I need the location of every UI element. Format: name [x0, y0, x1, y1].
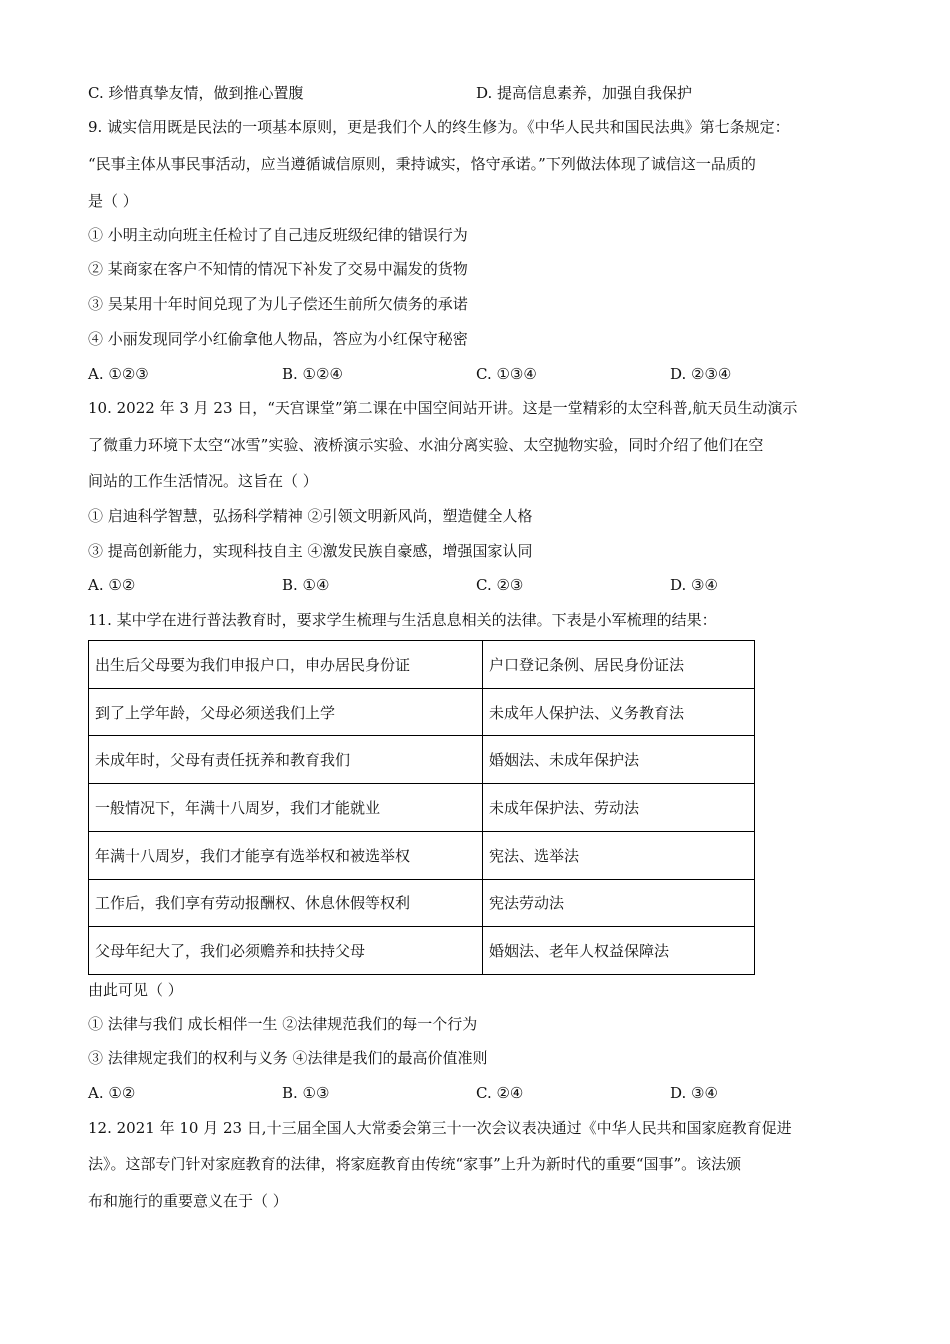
q11-option-a: A. ①②: [88, 1084, 136, 1102]
q10-item-2: ③ 提高创新能力，实现科技自主 ④激发民族自豪感，增强国家认同: [88, 542, 533, 560]
law-table: [88, 640, 755, 975]
table-cell-situation: 出生后父母要为我们申报户口，申办居民身份证: [89, 641, 483, 689]
table-row: [89, 831, 755, 879]
q11-option-d: D. ③④: [670, 1084, 718, 1102]
q9-option-d: D. ②③④: [670, 365, 732, 383]
q9-stem-line-1: 9. 诚实信用既是民法的一项基本原则，更是我们个人的终生修为。《中华人民共和国民法典》第七条规定：: [88, 118, 790, 136]
table-cell-law: 宪法、选举法: [483, 831, 755, 879]
table-cell-situation: 未成年时，父母有责任抚养和教育我们: [89, 736, 483, 784]
q12-stem-line-2: 法》。这部专门针对家庭教育的法律，将家庭教育由传统“家事”上升为新时代的重要“国事”。该法颁: [88, 1155, 742, 1173]
q10-option-b: B. ①④: [282, 576, 330, 594]
q9-item-4: ④ 小丽发现同学小红偷拿他人物品，答应为小红保守秘密: [88, 330, 468, 348]
q11-stem: 11. 某中学在进行普法教育时，要求学生梳理与生活息息相关的法律。下表是小军梳理的结果：: [88, 611, 717, 629]
q9-item-3: ③ 吴某用十年时间兑现了为儿子偿还生前所欠债务的承诺: [88, 295, 468, 313]
q10-stem-line-2: 了微重力环境下太空“冰雪”实验、液桥演示实验、水油分离实验、太空抛物实验，同时介绍了他们在空: [88, 436, 764, 454]
q10-stem-line-1: 10. 2022 年 3 月 23 日，“天宫课堂”第二课在中国空间站开讲。这是一堂精彩的太空科普,航天员生动演示: [88, 399, 798, 417]
table-row: [89, 736, 755, 784]
table-cell-law: 婚姻法、未成年保护法: [483, 736, 755, 784]
table-row: [89, 879, 755, 927]
table-cell-situation: 工作后，我们享有劳动报酬权、休息休假等权利: [89, 879, 483, 927]
option-c: C. 珍惜真挚友情，做到推心置腹: [88, 84, 304, 102]
table-cell-situation: 年满十八周岁，我们才能享有选举权和被选举权: [89, 831, 483, 879]
q12-stem-line-1: 12. 2021 年 10 月 23 日,十三届全国人大常委会第三十一次会议表决通过《中华人民共和国家庭教育促进: [88, 1119, 792, 1137]
q11-item-1: ① 法律与我们 成长相伴一生 ②法律规范我们的每一个行为: [88, 1015, 478, 1033]
table-cell-law: 婚姻法、老年人权益保障法: [483, 927, 755, 975]
q11-item-2: ③ 法律规定我们的权利与义务 ④法律是我们的最高价值准则: [88, 1049, 488, 1067]
q9-option-c: C. ①③④: [476, 365, 537, 383]
q10-option-d: D. ③④: [670, 576, 718, 594]
option-d: D. 提高信息素养，加强自我保护: [476, 84, 693, 102]
q10-stem-line-3: 间站的工作生活情况。这旨在（ ）: [88, 472, 318, 490]
q10-option-c: C. ②③: [476, 576, 524, 594]
q10-option-a: A. ①②: [88, 576, 136, 594]
table-cell-law: 宪法劳动法: [483, 879, 755, 927]
table-cell-situation: 父母年纪大了，我们必须赡养和扶持父母: [89, 927, 483, 975]
q9-stem-line-3: 是（ ）: [88, 192, 138, 210]
table-row: [89, 784, 755, 832]
table-cell-law: 未成年保护法、劳动法: [483, 784, 755, 832]
table-cell-situation: 一般情况下，年满十八周岁，我们才能就业: [89, 784, 483, 832]
q12-stem-line-3: 布和施行的重要意义在于（ ）: [88, 1192, 288, 1210]
q9-item-1: ① 小明主动向班主任检讨了自己违反班级纪律的错误行为: [88, 226, 468, 244]
q11-option-b: B. ①③: [282, 1084, 330, 1102]
table-row: [89, 927, 755, 975]
table-cell-law: 户口登记条例、居民身份证法: [483, 641, 755, 689]
q9-stem-line-2: “民事主体从事民事活动，应当遵循诚信原则，秉持诚实，恪守承诺。”下列做法体现了诚信这一品质的: [88, 155, 756, 173]
q10-item-1: ① 启迪科学智慧，弘扬科学精神 ②引领文明新风尚，塑造健全人格: [88, 507, 533, 525]
q11-after: 由此可见（ ）: [88, 981, 183, 999]
table-row: [89, 641, 755, 689]
table-cell-law: 未成年人保护法、义务教育法: [483, 688, 755, 736]
q9-item-2: ② 某商家在客户不知情的情况下补发了交易中漏发的货物: [88, 260, 468, 278]
table-cell-situation: 到了上学年龄，父母必须送我们上学: [89, 688, 483, 736]
table-row: [89, 688, 755, 736]
q9-option-b: B. ①②④: [282, 365, 343, 383]
q11-option-c: C. ②④: [476, 1084, 524, 1102]
q9-option-a: A. ①②③: [88, 365, 149, 383]
